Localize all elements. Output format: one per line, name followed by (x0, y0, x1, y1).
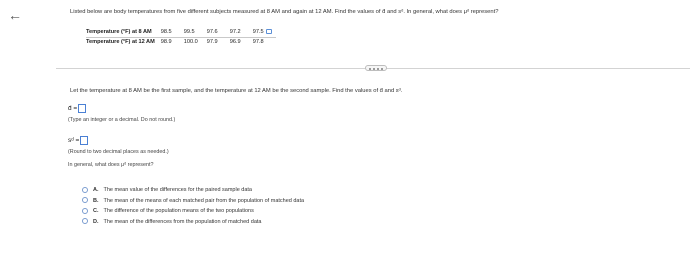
table-row (86, 28, 276, 38)
dbar-label: d̄ = (68, 105, 78, 113)
option-text: The mean of the means of each matched pair from the population of matched data (103, 197, 305, 204)
table-cell: 97.8 (252, 39, 264, 45)
sd-hint: (Round to two decimal places as needed.) (68, 149, 169, 155)
table-cell: 98.9 (160, 39, 172, 45)
expand-handle[interactable] (365, 65, 387, 71)
option-a[interactable] (82, 185, 304, 196)
radio-button[interactable] (82, 208, 88, 214)
option-letter: A. (93, 187, 99, 193)
option-b[interactable] (82, 196, 304, 207)
table-row (86, 38, 276, 48)
table-cell: 97.2 (230, 28, 253, 38)
option-c[interactable] (82, 206, 304, 217)
option-d[interactable] (82, 217, 304, 228)
table-cell: 97.6 (207, 28, 230, 38)
option-text: The difference of the population means of the two populations (103, 208, 254, 214)
row-label: Temperature (°F) at 12 AM (86, 39, 155, 45)
question-text: Listed below are body temperatures from five different subjects measured at 8 AM and again at 12 AM. Find the values of d̄ and sᵈ. In general, what does μᵈ represent? (70, 9, 499, 15)
table-cell: 99.5 (184, 28, 207, 38)
copy-data-icon[interactable] (266, 29, 272, 34)
sd-label: sᵈ = (68, 137, 80, 145)
dbar-answer-row (68, 104, 86, 114)
mu-question: In general, what does μᵈ represent? (68, 162, 154, 168)
dbar-hint: (Type an integer or a decimal. Do not round.) (68, 117, 176, 123)
drag-dots-icon (369, 68, 383, 70)
prompt-text: Let the temperature at 8 AM be the first sample, and the temperature at 12 AM be the second sample. Find the values of d̄ and sᵈ. (70, 88, 403, 94)
cell-value: 97.5 (252, 29, 264, 35)
back-arrow-icon[interactable]: ← (8, 7, 22, 23)
radio-button[interactable] (82, 218, 88, 224)
option-letter: D. (93, 218, 99, 225)
table-cell (253, 28, 276, 38)
dbar-input[interactable] (78, 104, 86, 113)
temperature-table (86, 28, 276, 47)
option-text: The mean of the differences from the population of matched data (103, 218, 262, 225)
table-cell: 100.0 (183, 39, 198, 45)
sd-input[interactable] (80, 136, 88, 145)
table-cell: 97.9 (206, 39, 218, 45)
radio-button[interactable] (82, 187, 88, 193)
row-label: Temperature (°F) at 8 AM (86, 28, 161, 38)
option-text: The mean value of the differences for the paired sample data (103, 187, 252, 193)
table-cell: 96.9 (229, 39, 241, 45)
option-letter: C. (93, 208, 99, 214)
answer-options (82, 185, 304, 227)
radio-button[interactable] (82, 197, 88, 203)
option-letter: B. (93, 197, 99, 204)
sd-answer-row (68, 136, 88, 146)
table-cell: 98.5 (161, 28, 184, 38)
